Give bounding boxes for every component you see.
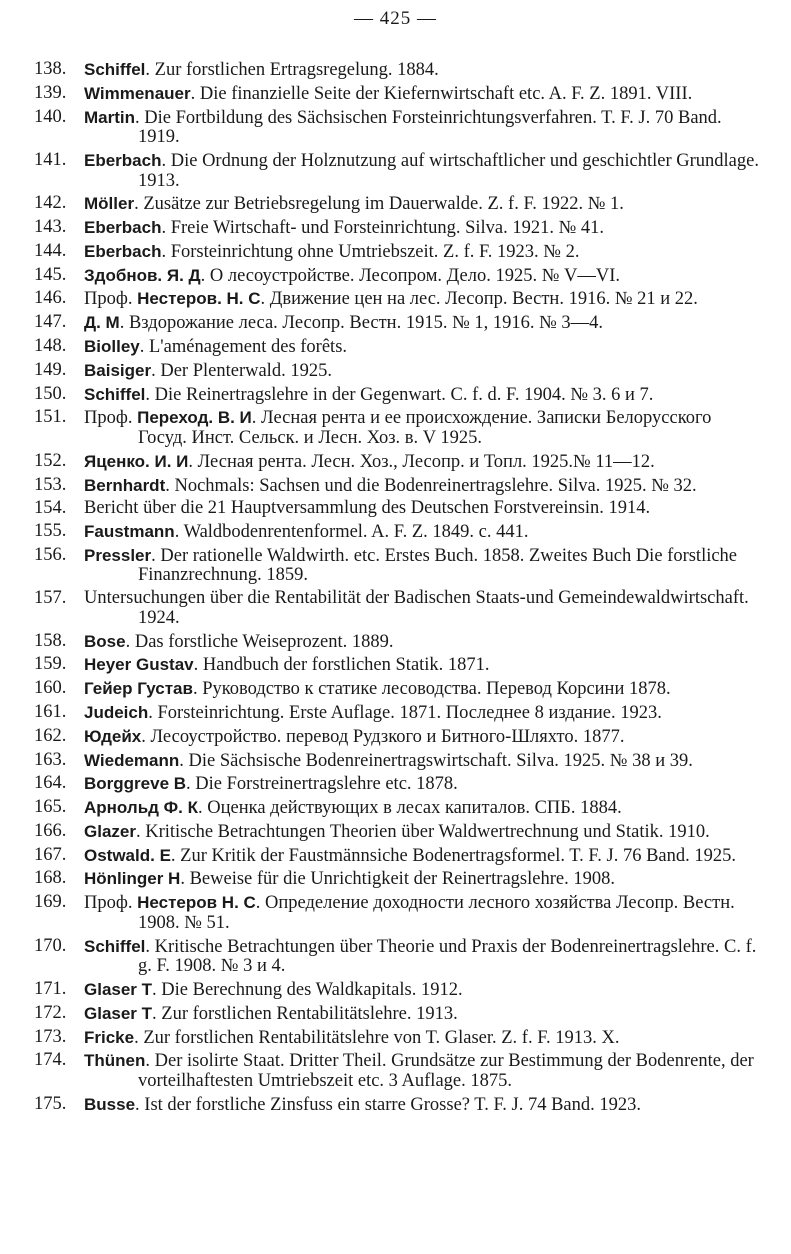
entry-text: . Forsteinrichtung ohne Umtriebszeit. Z. f. F. 1923. № 2. <box>161 241 580 262</box>
entry-text: . Zur forstlichen Ertragsregelung. 1884. <box>145 60 439 80</box>
entry-number: 154. <box>34 498 67 519</box>
entry-number: 166. <box>34 820 67 841</box>
entry-author: Яценко. И. И <box>84 451 189 471</box>
entry-text: Bericht über die 21 Hauptversammlung des Deutschen Forstvereinsin. 1914. <box>84 498 651 519</box>
entry-number: 173. <box>34 1026 67 1047</box>
entry-text: . Kritische Betrachtungen über Theorie und Praxis der Bodenreinertragslehre. C. f. g. F. 1908. № 3 и 4. <box>138 936 757 977</box>
entry-text: . О лесоустройстве. Лесопром. Дело. 1925. № V—VI. <box>200 265 620 286</box>
entry-author: Schiffel <box>84 384 146 404</box>
entry-number: 144. <box>34 240 67 261</box>
bibliography-entry <box>0 60 791 81</box>
entry-body <box>84 822 710 842</box>
entry-author: Wiedemann <box>84 750 180 770</box>
entry-text: . Die finanzielle Seite der Kiefernwirtschaft etc. A. F. Z. 1891. VIII. <box>190 83 693 104</box>
entry-author: Гейер Густав <box>84 679 193 699</box>
page-number: — 425 — <box>354 8 437 29</box>
entry-number: 139. <box>34 82 67 103</box>
entry-body <box>84 1028 620 1048</box>
bibliography-entry <box>0 846 791 867</box>
entry-body <box>84 498 650 518</box>
entry-text: . Das forstliche Weiseprozent. 1889. <box>125 631 394 652</box>
bibliography-entry <box>0 1095 791 1116</box>
entry-body <box>84 774 458 794</box>
entry-text: . Zur Kritik der Faustmännsiche Bodenertragsformel. T. F. J. 76 Band. 1925. <box>170 845 736 866</box>
entry-text: . Nochmals: Sachsen und die Bodenreinertragslehre. Silva. 1925. № 32. <box>165 475 697 496</box>
entry-author: Thünen <box>84 1051 146 1071</box>
entry-text: . Лесная рента. Лесн. Хоз., Лесопр. и Топл. 1925.№ 11—12. <box>188 451 655 472</box>
bibliography-entry <box>0 242 791 263</box>
entry-author: Переход. В. И <box>137 408 252 428</box>
entry-body <box>84 408 711 448</box>
entry-text: . L'aménagement des forêts. <box>139 337 348 357</box>
entry-text: . Der Plenterwald. 1925. <box>151 360 332 381</box>
entry-text: . Beweise für die Unrichtigkeit der Reinertragslehre. 1908. <box>180 869 615 890</box>
bibliography-entry <box>0 1051 791 1091</box>
entry-body <box>84 385 653 405</box>
bibliography-entry <box>0 937 791 977</box>
entry-number: 152. <box>34 450 67 471</box>
bibliography-entry <box>0 822 791 843</box>
entry-author: Нестеров Н. С <box>137 893 256 913</box>
entry-number: 174. <box>34 1050 67 1071</box>
entry-number: 159. <box>34 654 67 675</box>
entry-text: . Zur forstlichen Rentabilitätslehre. 1913. <box>152 1003 458 1024</box>
entry-body <box>84 893 735 933</box>
entry-text: . Определение доходности лесного хозяйства Лесопр. Вестн. 1908. № 51. <box>138 893 735 933</box>
entry-body <box>84 588 749 628</box>
entry-text: . Вздорожание леса. Лесопр. Вестн. 1915. № 1, 1916. № 3—4. <box>119 313 604 334</box>
entry-author: Schiffel <box>84 936 146 956</box>
entry-text: Untersuchungen über die Rentabilität der Badischen Staats-und Gemeindewaldwirtschaft. 1924. <box>84 588 749 628</box>
entry-body <box>84 151 759 191</box>
entry-number: 151. <box>34 407 67 428</box>
entry-text: . Оценка действующих в лесах капиталов. СПБ. 1884. <box>198 798 622 819</box>
bibliography-entry <box>0 452 791 473</box>
entry-number: 172. <box>34 1002 67 1023</box>
entry-text: . Лесоустройство. перевод Рудзкого и Битного-Шляхто. 1877. <box>141 726 625 747</box>
bibliography-entry <box>0 385 791 406</box>
entry-prefix: Проф. <box>84 408 138 429</box>
entry-body <box>84 522 528 542</box>
entry-author: Borggreve B <box>84 774 187 794</box>
bibliography-entry <box>0 151 791 191</box>
entry-author: Eberbach <box>84 218 162 238</box>
entry-text: . Die Sächsische Bodenreinertragswirtschaft. Silva. 1925. № 38 и 39. <box>179 750 693 771</box>
bibliography-entry <box>0 289 791 310</box>
entry-author: Арнольд Ф. К <box>84 798 198 818</box>
entry-number: 164. <box>34 773 67 794</box>
bibliography-entry <box>0 679 791 700</box>
entry-author: Glaser T <box>84 1003 153 1023</box>
entry-author: Schiffel <box>84 60 146 79</box>
entry-author: Pressler <box>84 545 152 565</box>
entry-body <box>84 703 662 723</box>
bibliography-entry <box>0 499 791 519</box>
entry-number: 171. <box>34 978 67 999</box>
entry-author: Fricke <box>84 1027 135 1047</box>
entry-number: 161. <box>34 701 67 722</box>
entry-author: Hönlinger H <box>84 869 181 889</box>
entry-body <box>84 751 693 771</box>
entry-text: . Zusätze zur Betriebsregelung im Dauerwalde. Z. f. F. 1922. № 1. <box>134 194 624 215</box>
entry-author: Glazer <box>84 821 136 841</box>
entry-text: . Zur forstlichen Rentabilitätslehre von T. Glaser. Z. f. F. 1913. X. <box>134 1027 620 1048</box>
entry-number: 149. <box>34 359 67 380</box>
entry-number: 142. <box>34 193 67 214</box>
entry-number: 156. <box>34 544 67 565</box>
entry-body <box>84 679 671 699</box>
entry-author: Busse <box>84 1094 136 1114</box>
bibliography-entry <box>0 313 791 334</box>
entry-body <box>84 546 737 586</box>
bibliography-entry <box>0 774 791 795</box>
entry-text: . Kritische Betrachtungen Theorien über Waldwertrechnung und Statik. 1910. <box>135 821 710 842</box>
entry-body <box>84 218 604 238</box>
entry-number: 170. <box>34 935 67 956</box>
entry-author: Martin <box>84 107 135 127</box>
entry-body <box>84 869 615 889</box>
entry-text: . Die Forstreinertragslehre etc. 1878. <box>186 774 458 795</box>
bibliography-entry <box>0 727 791 748</box>
entry-number: 162. <box>34 725 67 746</box>
entry-text: . Die Berechnung des Waldkapitals. 1912. <box>152 979 463 1000</box>
entry-text: . Handbuch der forstlichen Statik. 1871. <box>193 655 490 676</box>
entry-body <box>84 337 347 357</box>
bibliography-list <box>0 60 791 1118</box>
entry-prefix: Проф. <box>84 893 138 914</box>
entry-number: 145. <box>34 264 67 285</box>
entry-text: . Freie Wirtschaft- und Forsteinrichtung. Silva. 1921. № 41. <box>161 218 605 239</box>
entry-number: 165. <box>34 797 67 818</box>
entry-text: . Forsteinrichtung. Erste Auflage. 1871. Последнее 8 издание. 1923. <box>148 702 662 723</box>
entry-text: . Движение цен на лес. Лесопр. Вестн. 1916. № 21 и 22. <box>260 289 698 310</box>
entry-prefix: Проф. <box>84 289 138 310</box>
entry-author: Baisiger <box>84 360 152 380</box>
entry-number: 140. <box>34 106 67 127</box>
bibliography-entry <box>0 361 791 382</box>
bibliography-entry <box>0 703 791 724</box>
entry-body <box>84 452 655 472</box>
entry-body <box>84 1051 754 1091</box>
entry-body <box>84 313 603 333</box>
entry-author: Д. М <box>84 313 120 333</box>
entry-number: 148. <box>34 336 67 356</box>
entry-body <box>84 980 463 1000</box>
bibliography-entry <box>0 893 791 933</box>
entry-author: Eberbach <box>84 241 162 261</box>
entry-body <box>84 289 698 309</box>
bibliography-entry <box>0 476 791 497</box>
entry-author: Bernhardt <box>84 475 166 495</box>
entry-body <box>84 846 736 866</box>
bibliography-entry <box>0 589 791 628</box>
entry-author: Heyer Gustav <box>84 655 194 675</box>
entry-author: Нестеров. Н. С <box>137 289 261 309</box>
entry-number: 168. <box>34 868 67 889</box>
bibliography-entry <box>0 980 791 1001</box>
entry-number: 169. <box>34 892 67 913</box>
bibliography-entry <box>0 194 791 215</box>
entry-number: 160. <box>34 678 67 699</box>
entry-body <box>84 60 439 80</box>
entry-body <box>84 194 624 214</box>
entry-number: 167. <box>34 844 67 865</box>
entry-number: 141. <box>34 149 67 170</box>
entry-body <box>84 632 393 652</box>
entry-number: 158. <box>34 630 67 651</box>
bibliography-entry <box>0 655 791 676</box>
entry-body <box>84 266 620 286</box>
entry-number: 163. <box>34 749 67 770</box>
entry-body <box>84 798 622 818</box>
bibliography-entry <box>0 869 791 890</box>
entry-text: . Лесная рента и ее происхождение. Записки Белорусского Госуд. Инст. Сельск. и Лесн. Хоз. в. V 1925. <box>138 408 712 448</box>
entry-text: . Der isolirte Staat. Dritter Theil. Grundsätze zur Bestimmung der Bodenrente, der vorteilhaftesten Umtriebszeit etc. 3 Auflage. 1875. <box>138 1051 754 1091</box>
entry-author: Faustmann <box>84 522 175 542</box>
entry-number: 153. <box>34 474 67 495</box>
entry-author: Ostwald. E <box>84 845 171 865</box>
bibliography-entry <box>0 546 791 586</box>
entry-text: . Die Ordnung der Holznutzung auf wirtschaftlicher und geschichtler Grundlage. 1913. <box>138 150 759 191</box>
entry-text: . Der rationelle Waldwirth. etc. Erstes Buch. 1858. Zweites Buch Die forstliche Finanzrechnung. 1859. <box>138 545 738 586</box>
entry-body <box>84 727 624 747</box>
entry-author: Wimmenauer <box>84 83 191 103</box>
entry-text: . Die Reinertragslehre in der Gegenwart. C. f. d. F. 1904. № 3. 6 и 7. <box>145 384 654 405</box>
entry-author: Eberbach <box>84 150 162 170</box>
entry-author: Bose <box>84 631 126 651</box>
entry-author: Здобнов. Я. Д <box>84 265 201 285</box>
bibliography-entry <box>0 1004 791 1025</box>
entry-number: 147. <box>34 312 67 333</box>
entry-text: . Руководство к статике лесоводства. Перевод Корсини 1878. <box>192 679 671 700</box>
entry-author: Möller <box>84 194 135 214</box>
entry-body <box>84 655 490 675</box>
bibliography-entry <box>0 108 791 148</box>
entry-body <box>84 1004 458 1024</box>
entry-text: . Die Fortbildung des Sächsischen Forsteinrichtungsverfahren. T. F. J. 70 Band. 1919. <box>135 107 722 148</box>
bibliography-entry <box>0 751 791 772</box>
bibliography-entry <box>0 218 791 239</box>
entry-author: Judeich <box>84 702 149 722</box>
entry-author: Biolley <box>84 337 140 356</box>
entry-number: 155. <box>34 521 67 542</box>
entry-body <box>84 1095 641 1115</box>
entry-author: Юдейх <box>84 726 142 746</box>
entry-body <box>84 108 722 148</box>
entry-body <box>84 476 697 496</box>
bibliography-entry <box>0 632 791 653</box>
bibliography-entry <box>0 798 791 819</box>
entry-body <box>84 84 692 104</box>
entry-body <box>84 242 579 262</box>
entry-body <box>84 937 756 977</box>
bibliography-entry <box>0 408 791 448</box>
bibliography-entry <box>0 266 791 287</box>
entry-text: . Ist der forstliche Zinsfuss ein starre Grosse? T. F. J. 74 Band. 1923. <box>135 1094 642 1115</box>
bibliography-entry <box>0 1028 791 1049</box>
entry-text: . Waldbodenrentenformel. A. F. Z. 1849. с. 441. <box>174 522 529 543</box>
bibliography-entry <box>0 337 791 358</box>
entry-body <box>84 361 332 381</box>
entry-number: 150. <box>34 383 67 404</box>
entry-number: 157. <box>34 588 67 609</box>
entry-number: 138. <box>34 59 67 79</box>
bibliography-entry <box>0 522 791 543</box>
entry-author: Glaser T <box>84 979 153 999</box>
entry-number: 143. <box>34 217 67 238</box>
entry-number: 175. <box>34 1093 67 1114</box>
bibliography-entry <box>0 84 791 105</box>
entry-number: 146. <box>34 288 67 309</box>
